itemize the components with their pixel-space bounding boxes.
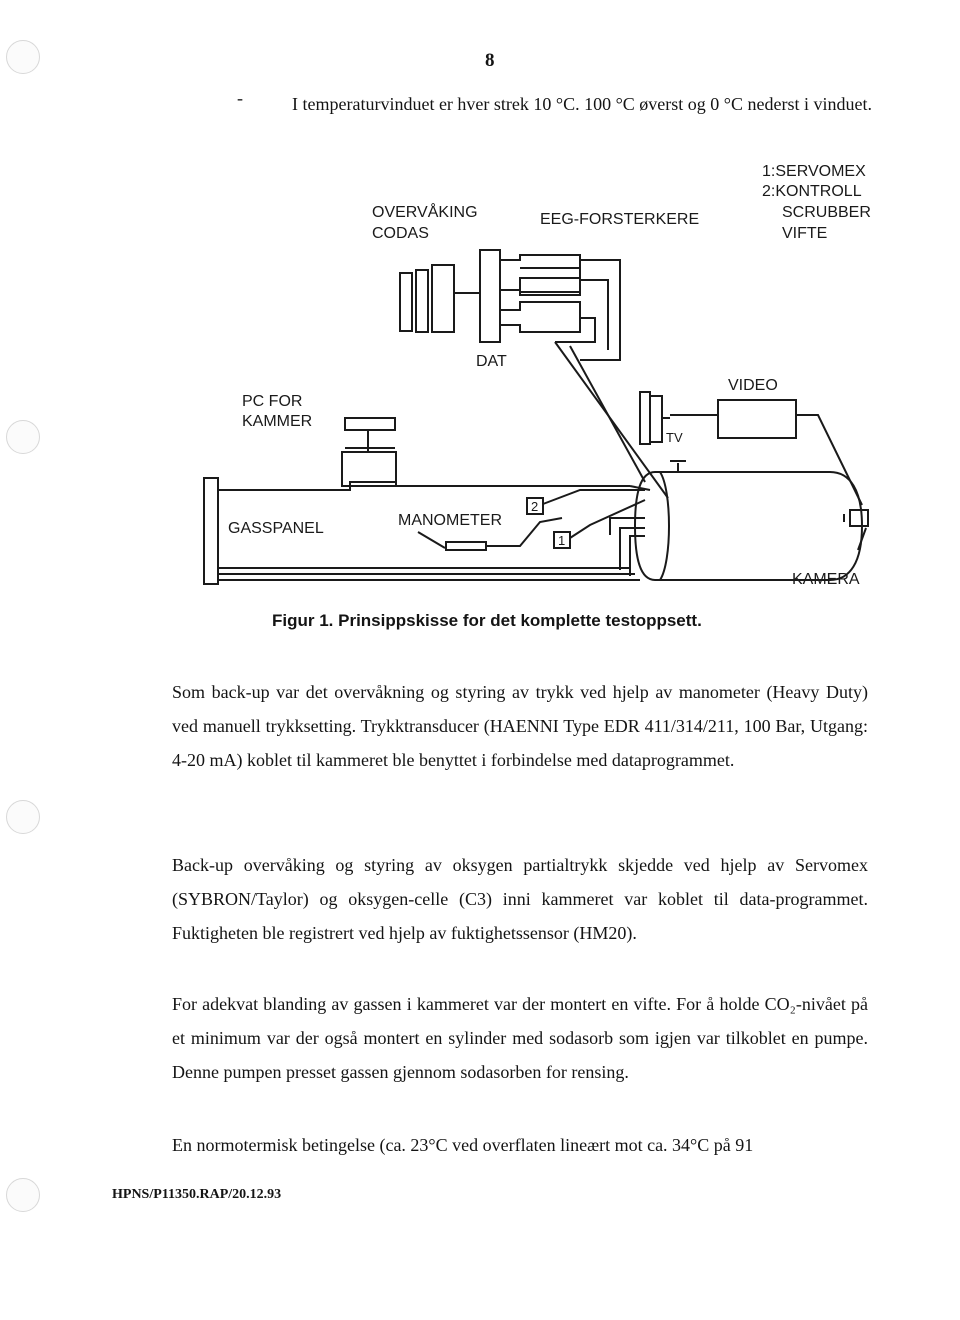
label-num2: 2 [531, 499, 539, 514]
punch-hole-lower [6, 1178, 40, 1212]
paragraph-2: Back-up overvåking og styring av oksygen partialtrykk skjedde ved hjelp av Servomex (SYBRON/Taylor) og oksygen-celle (C3) inni kammeret var koblet til data-programmet. Fuktigheten ble registrert ved hjelp av fuktighetssensor (HM20). [172, 855, 868, 943]
paragraph-1: Som back-up var det overvåkning og styring av trykk ved hjelp av manometer (Heavy Duty) ved manuell trykksetting. Trykktransducer (HAENNI Type EDR 411/314/211, 100 Bar, Utgang: 4-20 mA) koblet til kammeret ble benyttet i forbindelse med dataprogrammet. [172, 682, 868, 770]
label-manometer: MANOMETER [398, 512, 502, 529]
punch-hole-top [6, 40, 40, 74]
label-codas: CODAS [372, 225, 429, 242]
eeg-amplifier-rack [480, 250, 620, 360]
label-scrubber: SCRUBBER [782, 204, 871, 221]
label-overvaking: OVERVÅKING [372, 204, 478, 221]
label-tv: TV [666, 430, 683, 445]
bullet-dash: - [237, 88, 243, 108]
setup-diagram [190, 160, 890, 615]
camera [844, 510, 868, 550]
label-gasspanel: GASSPANEL [228, 520, 324, 537]
label-dat: DAT [476, 353, 507, 370]
paragraph-3: For adekvat blanding av gassen i kammeret var der montert en vifte. For å holde CO₂-nivået på et minimum var der også montert en sylinder med sodasorb som igjen var tilkoblet en pumpe. Denne pumpen presset gassen gjennom sodasorben for rensing. [172, 994, 868, 1082]
tv-monitor [640, 392, 662, 444]
label-servomex: 1:SERVOMEX [762, 163, 866, 180]
codas-monitor-unit [400, 265, 480, 332]
manometer-gauge [446, 542, 486, 550]
eeg-to-chamber-line [570, 346, 645, 482]
pc-computer [342, 418, 396, 486]
paragraph-4: En normotermisk betingelse (ca. 23°C ved overflaten lineært mot ca. 34°C på 91 [172, 1135, 754, 1155]
label-kontroll: 2:KONTROLL [762, 183, 862, 200]
bullet-text: I temperaturvinduet er hver strek 10 °C. 100 °C øverst og 0 °C nederst i vinduet. [292, 94, 872, 114]
label-vifte: VIFTE [782, 225, 828, 242]
page-number: 8 [485, 50, 495, 71]
manometer-arrow [418, 532, 445, 548]
label-eeg: EEG-FORSTERKERE [540, 211, 700, 228]
label-kamera: KAMERA [792, 571, 860, 588]
punch-hole-middle [6, 800, 40, 834]
label-num1: 1 [558, 533, 566, 548]
label-pc-for: PC FOR [242, 393, 303, 410]
label-video: VIDEO [728, 377, 778, 394]
figure-caption: Figur 1. Prinsippskisse for det komplette testoppsett. [272, 611, 702, 630]
punch-hole-upper [6, 420, 40, 454]
pressure-chamber [635, 461, 862, 580]
label-kammer: KAMMER [242, 413, 313, 430]
video-recorder [718, 400, 796, 438]
document-reference-footer: HPNS/P11350.RAP/20.12.93 [112, 1187, 282, 1202]
